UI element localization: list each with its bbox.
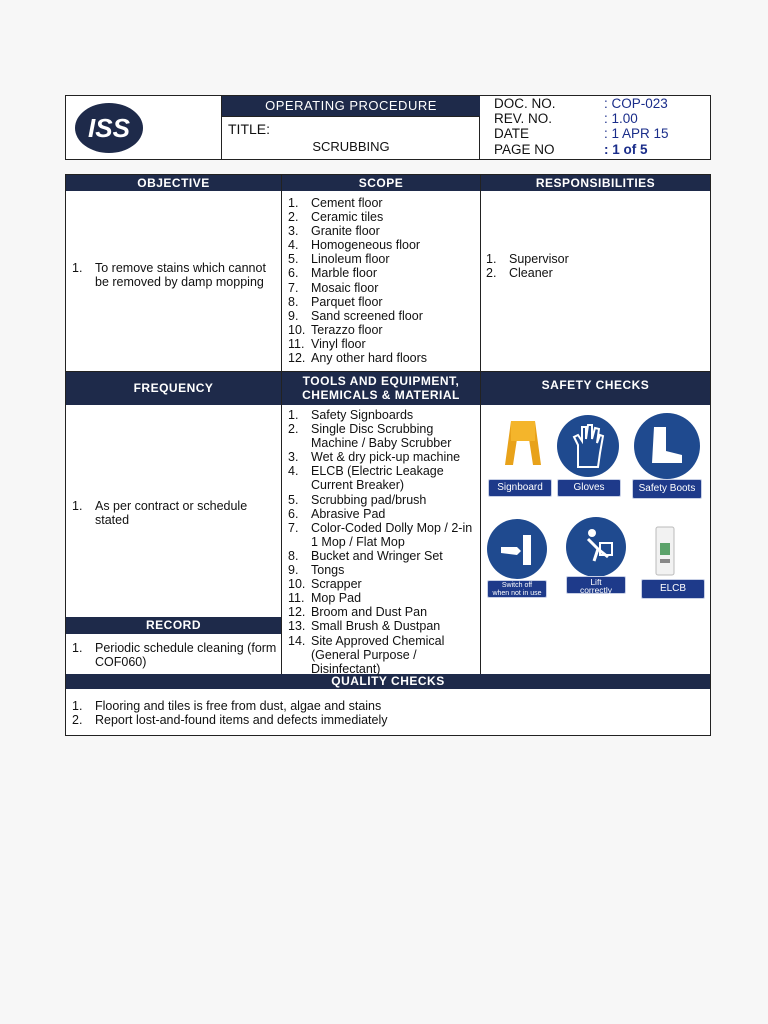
list-item: 1. Safety Signboards — [288, 408, 414, 422]
scope-list — [288, 196, 478, 365]
record-list — [72, 641, 277, 669]
list-item: 7. Mosaic floor — [288, 280, 379, 295]
divider — [66, 371, 710, 372]
title-label: TITLE: — [228, 121, 271, 137]
list-item: 2. Single Disc Scrubbing Machine / Baby Scrubber — [288, 422, 452, 451]
divider — [281, 175, 282, 674]
list-item: 2. Cleaner — [486, 266, 553, 281]
list-item: 11. Mop Pad — [288, 591, 362, 606]
elcb-label: ELCB — [641, 579, 705, 599]
list-item: 2. Report lost-and-found items and defects immediately — [72, 713, 388, 728]
logo-text: ISS — [88, 113, 130, 143]
list-item: 14. Site Approved Chemical (General Purpose / Disinfectant) — [288, 633, 445, 676]
list-item: 12. Any other hard floors — [288, 351, 428, 366]
list-item: 3. Wet & dry pick-up machine — [288, 450, 461, 465]
record-heading: RECORD — [66, 617, 281, 634]
procedure-heading: OPERATING PROCEDURE — [222, 96, 480, 116]
elcb-device-icon — [654, 525, 676, 577]
list-item: 6. Marble floor — [288, 266, 377, 281]
safety-boots-label: Safety Boots — [632, 479, 702, 499]
frequency-list — [72, 499, 272, 527]
signboard-icon — [503, 419, 543, 467]
document-header — [65, 95, 711, 160]
meta-key: REV. NO. — [494, 111, 553, 126]
gloves-label: Gloves — [557, 479, 621, 497]
list-item: 3. Granite floor — [288, 224, 380, 239]
lift-correctly-label: Lift correctly — [566, 576, 626, 594]
meta-value: : COP-023 — [604, 96, 668, 111]
lift-correctly-icon — [566, 517, 626, 577]
scope-heading: SCOPE — [282, 175, 480, 191]
title-value: SCRUBBING — [312, 139, 390, 154]
list-item: 13. Small Brush & Dustpan — [288, 619, 441, 634]
list-item: 9. Sand screened floor — [288, 308, 423, 323]
safety-boots-icon — [634, 413, 700, 479]
list-item: 1. Periodic schedule cleaning (form COF060) — [72, 641, 277, 670]
list-item: 7. Color-Coded Dolly Mop / 2-in 1 Mop / Flat Mop — [288, 520, 473, 549]
iss-logo — [74, 102, 144, 154]
list-item: 2. Ceramic tiles — [288, 210, 384, 225]
responsibilities-list — [486, 252, 686, 280]
safety-heading: SAFETY CHECKS — [481, 372, 710, 405]
tools-heading-line2: CHEMICALS & MATERIAL — [302, 388, 460, 402]
meta-value: : 1 of 5 — [604, 142, 648, 157]
title-cell — [222, 116, 480, 159]
list-item: 11. Vinyl floor — [288, 336, 366, 351]
gloves-icon — [557, 415, 619, 477]
list-item: 1. Flooring and tiles is free from dust, algae and stains — [72, 699, 382, 713]
list-item: 4. Homogeneous floor — [288, 238, 421, 253]
list-item: 8. Bucket and Wringer Set — [288, 548, 443, 563]
meta-value: : 1.00 — [604, 111, 638, 126]
tools-list — [288, 408, 478, 676]
meta-key: DATE — [494, 126, 530, 141]
list-item: 1. To remove stains which cannot be removed by damp mopping — [72, 261, 266, 290]
quality-heading: QUALITY CHECKS — [66, 674, 710, 689]
list-item: 12. Broom and Dust Pan — [288, 605, 428, 620]
list-item: 9. Tongs — [288, 563, 345, 578]
list-item: 5. Scrubbing pad/brush — [288, 492, 427, 507]
list-item: 4. ELCB (Electric Leakage Current Breaker) — [288, 464, 444, 493]
tools-heading — [282, 372, 480, 405]
list-item: 1. As per contract or schedule stated — [72, 499, 248, 528]
meta-value: : 1 APR 15 — [604, 126, 669, 141]
meta-key: DOC. NO. — [494, 96, 556, 111]
switch-off-icon — [487, 519, 547, 579]
logo-cell — [66, 96, 222, 159]
list-item: 1. Supervisor — [486, 252, 569, 266]
quality-list — [72, 699, 692, 727]
list-item: 8. Parquet floor — [288, 294, 383, 309]
document-meta — [480, 96, 710, 159]
tools-heading-line1: TOOLS AND EQUIPMENT, — [302, 374, 460, 388]
meta-key: PAGE NO — [494, 142, 555, 157]
list-item: 10. Terazzo floor — [288, 322, 383, 337]
procedure-table — [65, 174, 711, 736]
objective-heading: OBJECTIVE — [66, 175, 281, 191]
frequency-heading: FREQUENCY — [66, 372, 281, 405]
list-item: 1. Cement floor — [288, 196, 383, 210]
switch-off-label: Switch off when not in use — [487, 580, 547, 598]
responsibilities-heading: RESPONSIBILITIES — [481, 175, 710, 191]
list-item: 6. Abrasive Pad — [288, 506, 386, 521]
objective-list — [72, 261, 272, 289]
signboard-label: Signboard — [488, 479, 552, 497]
list-item: 10. Scrapper — [288, 577, 362, 592]
divider — [480, 175, 481, 674]
list-item: 5. Linoleum floor — [288, 252, 390, 267]
